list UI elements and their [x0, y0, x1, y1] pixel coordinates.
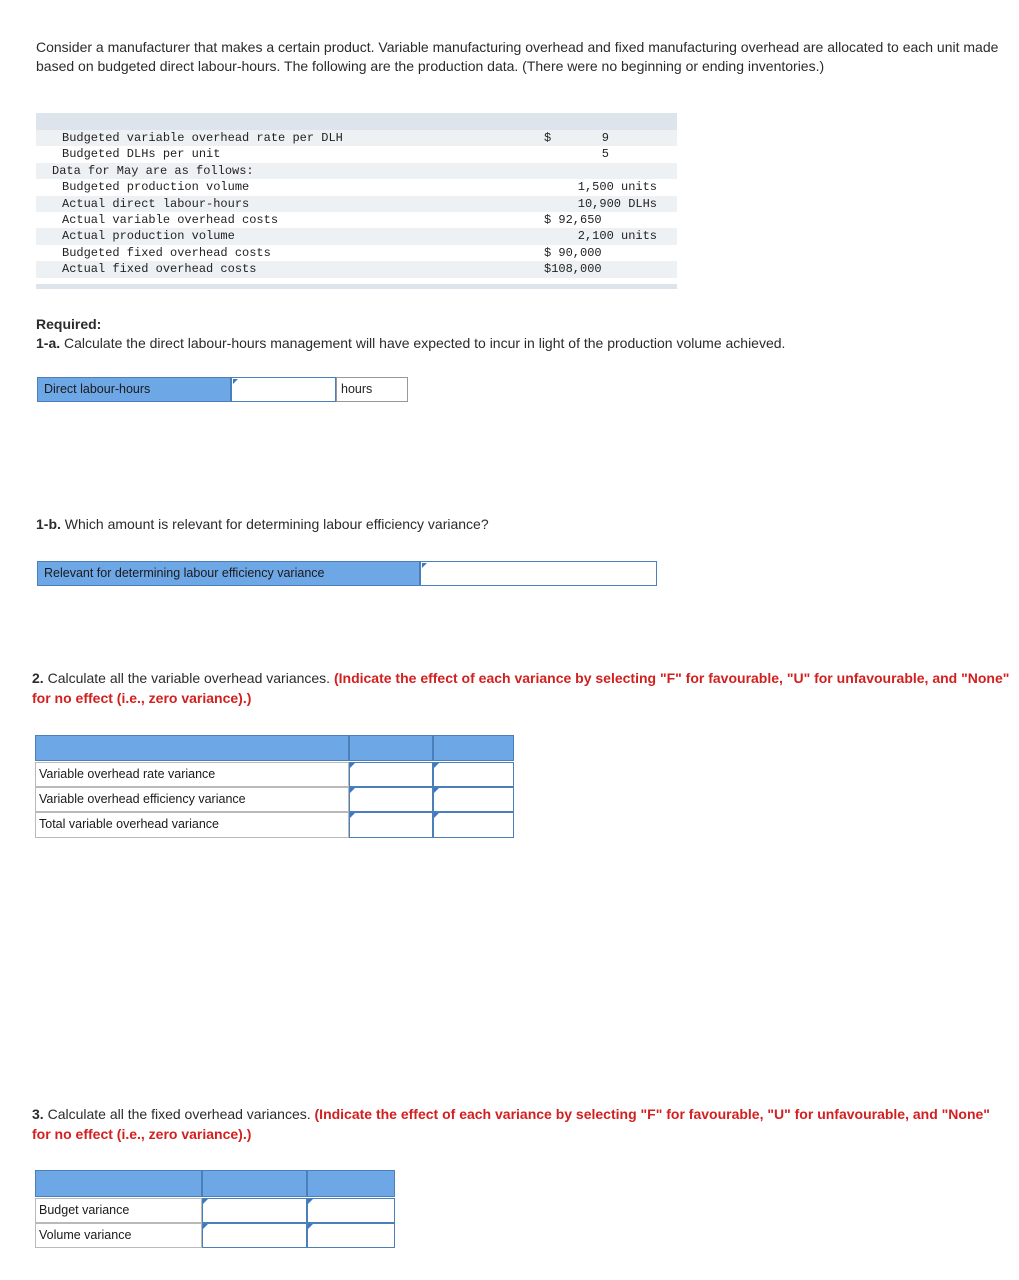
row-label: Actual direct labour-hours	[62, 196, 250, 211]
row-value: 2,100 units	[577, 229, 657, 244]
table-header-amount	[202, 1170, 307, 1197]
q1b-question	[36, 516, 489, 532]
table-header-label	[35, 735, 349, 761]
relevant-amount-input[interactable]	[420, 561, 657, 586]
volume-variance-amount-input[interactable]	[202, 1223, 307, 1248]
q3-instruction: (Indicate the effect of each variance by selecting "F" for favourable, "U" for unfavourable, and "None" for no effect (i.e., zero variance).)	[32, 1106, 990, 1142]
required-heading: Required:	[36, 316, 102, 332]
row-label: Budgeted variable overhead rate per DLH	[62, 131, 343, 145]
fixed-overhead-variances-table	[35, 1170, 395, 1249]
total-variable-variance-label: Total variable overhead variance	[35, 812, 349, 838]
table-row	[36, 163, 677, 179]
row-label: Budgeted fixed overhead costs	[62, 245, 271, 260]
table-header-label	[35, 1170, 202, 1197]
row-label: Data for May are as follows:	[52, 163, 254, 178]
q2-question	[32, 669, 1012, 708]
table-row	[36, 261, 677, 277]
q2-instruction: (Indicate the effect of each variance by selecting "F" for favourable, "U" for unfavourable, and "None" for no effect (i.e., zero variance).)	[32, 670, 1010, 706]
table-header-amount	[349, 735, 433, 761]
required-section	[36, 315, 785, 353]
table-row	[36, 196, 677, 212]
row-value: 10,900 DLHs	[577, 196, 657, 211]
table-header-effect	[307, 1170, 395, 1197]
table-row	[36, 212, 677, 228]
table-row	[36, 245, 677, 261]
table-row	[36, 130, 677, 146]
row-value: 9	[601, 131, 609, 145]
q1b-text: Which amount is relevant for determining labour efficiency variance?	[60, 516, 489, 532]
q3-text: Calculate all the fixed overhead variances.	[43, 1106, 315, 1122]
variable-efficiency-variance-amount-input[interactable]	[349, 787, 433, 812]
q3-number: 3.	[32, 1106, 44, 1122]
table-top-bar	[36, 113, 677, 130]
row-currency: $	[544, 131, 552, 145]
volume-variance-label: Volume variance	[35, 1223, 202, 1248]
q2-text: Calculate all the variable overhead variances.	[43, 670, 334, 686]
table-bottom-bar	[36, 284, 677, 289]
volume-variance-effect-select[interactable]	[307, 1223, 395, 1248]
variable-efficiency-variance-label: Variable overhead efficiency variance	[35, 787, 349, 812]
q3-question	[32, 1105, 1012, 1144]
production-data-table	[36, 113, 677, 290]
total-variable-variance-amount-input[interactable]	[349, 812, 433, 838]
q1a-text: Calculate the direct labour-hours management will have expected to incur in light of the production volume achieved.	[60, 335, 786, 351]
direct-labour-hours-input[interactable]	[231, 377, 336, 402]
q1a-number: 1-a.	[36, 335, 61, 351]
budget-variance-effect-select[interactable]	[307, 1198, 395, 1223]
row-value: $108,000	[544, 262, 602, 277]
row-label: Actual production volume	[62, 229, 235, 244]
variable-rate-variance-effect-select[interactable]	[433, 762, 514, 787]
row-value: 1,500 units	[577, 180, 657, 195]
row-value: 5	[601, 147, 609, 162]
total-variable-variance-effect-select[interactable]	[433, 812, 514, 838]
q2-number: 2.	[32, 670, 44, 686]
variable-rate-variance-amount-input[interactable]	[349, 762, 433, 787]
q1b-number: 1-b.	[36, 516, 61, 532]
row-value: $ 90,000	[544, 245, 602, 260]
row-label: Actual fixed overhead costs	[62, 262, 257, 277]
direct-labour-hours-label: Direct labour-hours	[37, 377, 231, 402]
table-row	[36, 146, 677, 162]
table-row	[36, 179, 677, 195]
table-header-effect	[433, 735, 514, 761]
budget-variance-amount-input[interactable]	[202, 1198, 307, 1223]
hours-unit-label: hours	[336, 377, 408, 402]
intro-text: Consider a manufacturer that makes a certain product. Variable manufacturing overhead and fixed manufacturing overhead are allocated to each unit made based on budgeted direct labour-hours. The following are the production data. (There were no beginning or ending inventories.)	[36, 39, 999, 74]
variable-overhead-variances-table	[35, 735, 514, 839]
budget-variance-label: Budget variance	[35, 1198, 202, 1223]
row-value: $ 92,650	[544, 213, 602, 227]
row-label: Budgeted DLHs per unit	[62, 147, 221, 162]
row-label: Actual variable overhead costs	[62, 213, 279, 227]
variable-efficiency-variance-effect-select[interactable]	[433, 787, 514, 812]
relevant-amount-label: Relevant for determining labour efficiency variance	[37, 561, 420, 586]
row-label: Budgeted production volume	[62, 180, 250, 195]
table-row	[36, 228, 677, 244]
variable-rate-variance-label: Variable overhead rate variance	[35, 762, 349, 787]
